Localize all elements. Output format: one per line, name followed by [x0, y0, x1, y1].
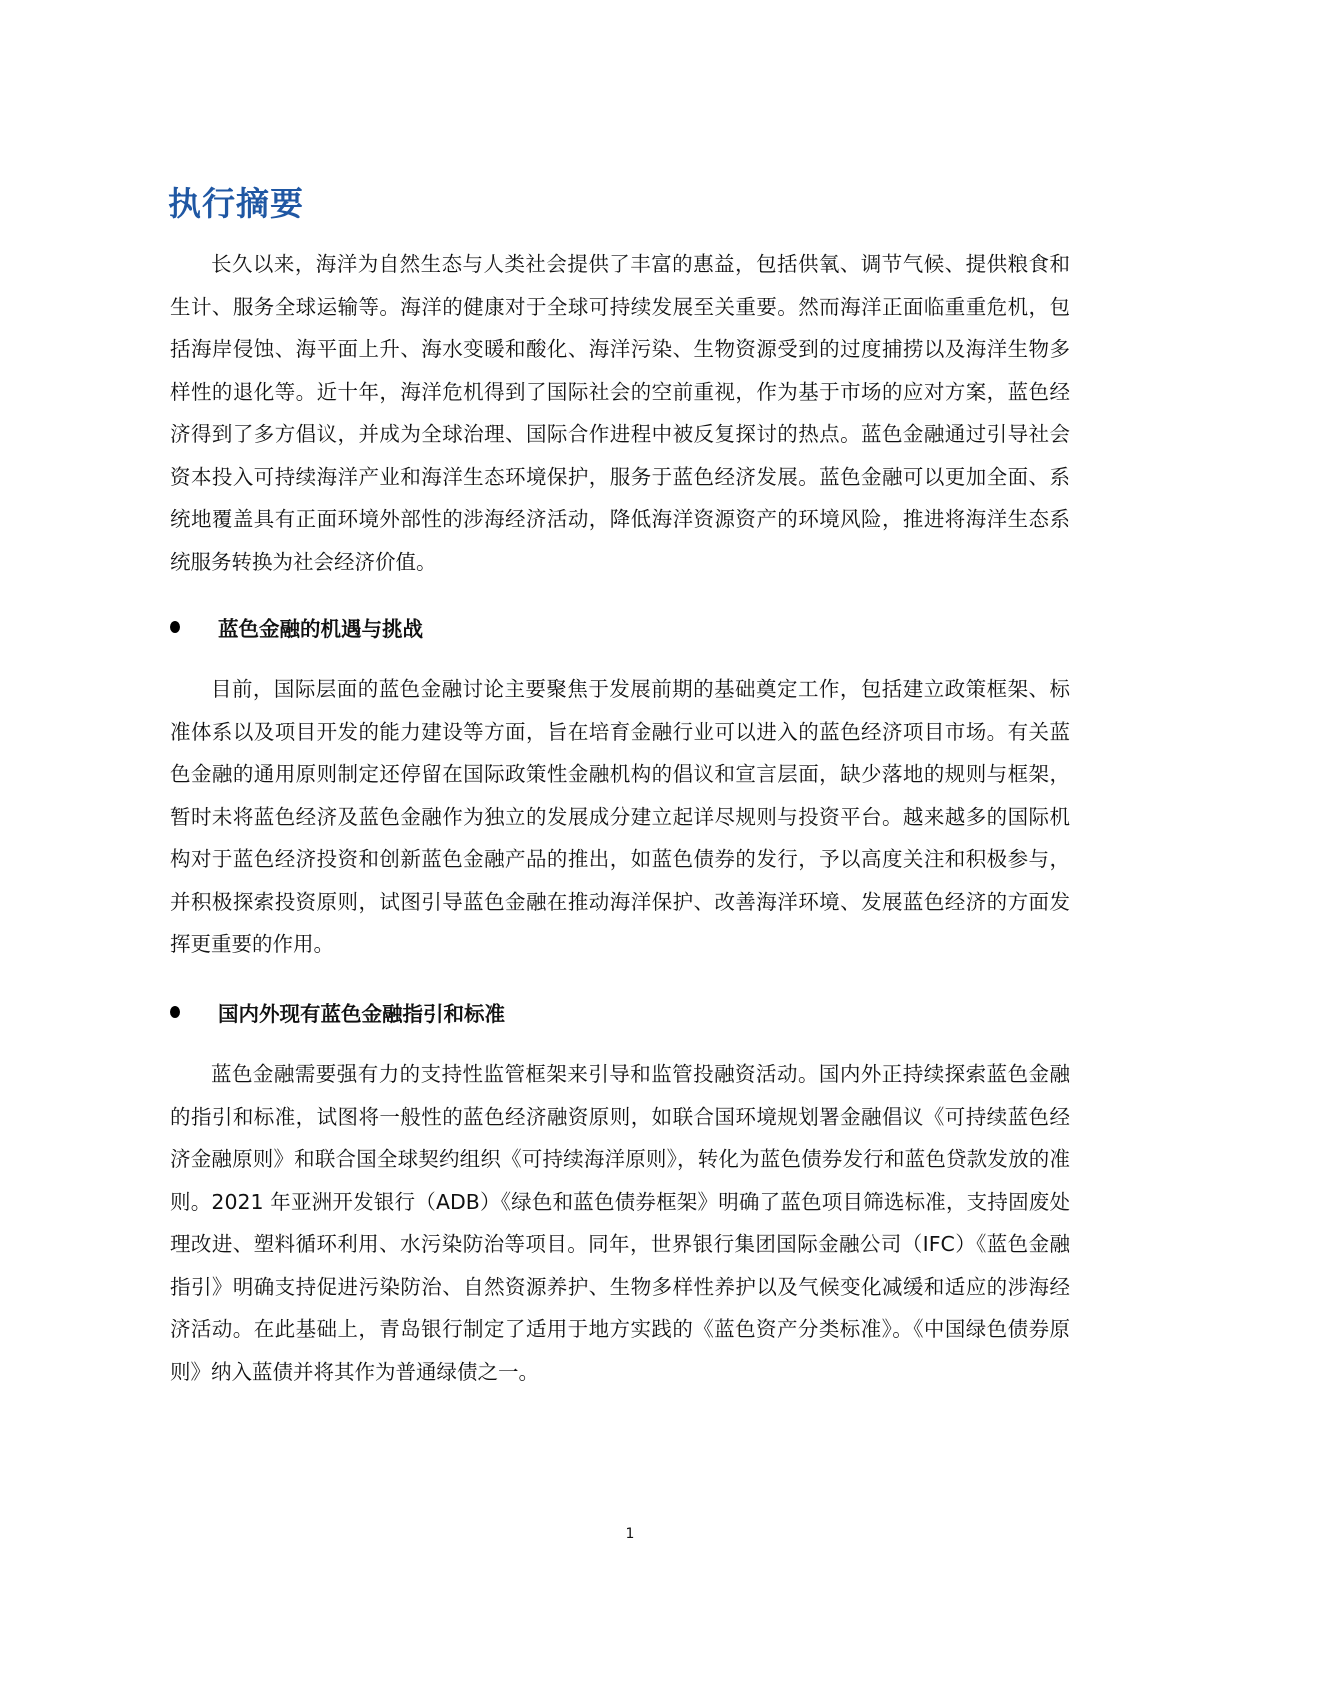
bullet-icon [170, 621, 180, 633]
section-heading-standards [170, 997, 505, 1027]
page-title: 执行摘要 [168, 184, 304, 223]
section-heading-opportunities [170, 612, 423, 642]
section-heading-text: 国内外现有蓝色金融指引和标准 [218, 1002, 505, 1026]
section-paragraph-standards: 蓝色金融需要强有力的支持性监管框架来引导和监管投融资活动。国内外正持续探索蓝色金融的指引和标准，试图将一般性的蓝色经济融资原则，如联合国环境规划署金融倡议《可持续蓝色经济金融原则》和联合国全球契约组织《可持续海洋原则》，转化为蓝色债券发行和蓝色贷款发放的准则。2021 年亚洲开发银行（ADB）《绿色和蓝色债券框架》明确了蓝色项目筛选标准，支持固废处理改进、塑料循环利用、水污染防治等项目。同年，世界银行集团国际金融公司（IFC）《蓝色金融指引》明确支持促进污染防治、自然资源养护、生物多样性养护以及气候变化减缓和适应的涉海经济活动。在此基础上，青岛银行制定了适用于地方实践的《蓝色资产分类标准》。《中国绿色债券原则》纳入蓝债并将其作为普通绿债之一。 [170, 1062, 1070, 1384]
section-heading-text: 蓝色金融的机遇与挑战 [218, 617, 423, 641]
intro-paragraph: 长久以来，海洋为自然生态与人类社会提供了丰富的惠益，包括供氧、调节气候、提供粮食和生计、服务全球运输等。海洋的健康对于全球可持续发展至关重要。然而海洋正面临重重危机，包括海岸侵蚀、海平面上升、海水变暖和酸化、海洋污染、生物资源受到的过度捕捞以及海洋生物多样性的退化等。近十年，海洋危机得到了国际社会的空前重视，作为基于市场的应对方案，蓝色经济得到了多方倡议，并成为全球治理、国际合作进程中被反复探讨的热点。蓝色金融通过引导社会资本投入可持续海洋产业和海洋生态环境保护，服务于蓝色经济发展。蓝色金融可以更加全面、系统地覆盖具有正面环境外部性的涉海经济活动，降低海洋资源资产的环境风险，推进将海洋生态系统服务转换为社会经济价值。 [170, 252, 1070, 574]
bullet-icon [170, 1006, 180, 1018]
section-paragraph-opportunities: 目前，国际层面的蓝色金融讨论主要聚焦于发展前期的基础奠定工作，包括建立政策框架、标准体系以及项目开发的能力建设等方面，旨在培育金融行业可以进入的蓝色经济项目市场。有关蓝色金融的通用原则制定还停留在国际政策性金融机构的倡议和宣言层面，缺少落地的规则与框架，暂时未将蓝色经济及蓝色金融作为独立的发展成分建立起详尽规则与投资平台。越来越多的国际机构对于蓝色经济投资和创新蓝色金融产品的推出，如蓝色债券的发行，予以高度关注和积极参与，并积极探索投资原则，试图引导蓝色金融在推动海洋保护、改善海洋环境、发展蓝色经济的方面发挥更重要的作用。 [170, 677, 1070, 956]
page-number: 1 [625, 1526, 635, 1542]
